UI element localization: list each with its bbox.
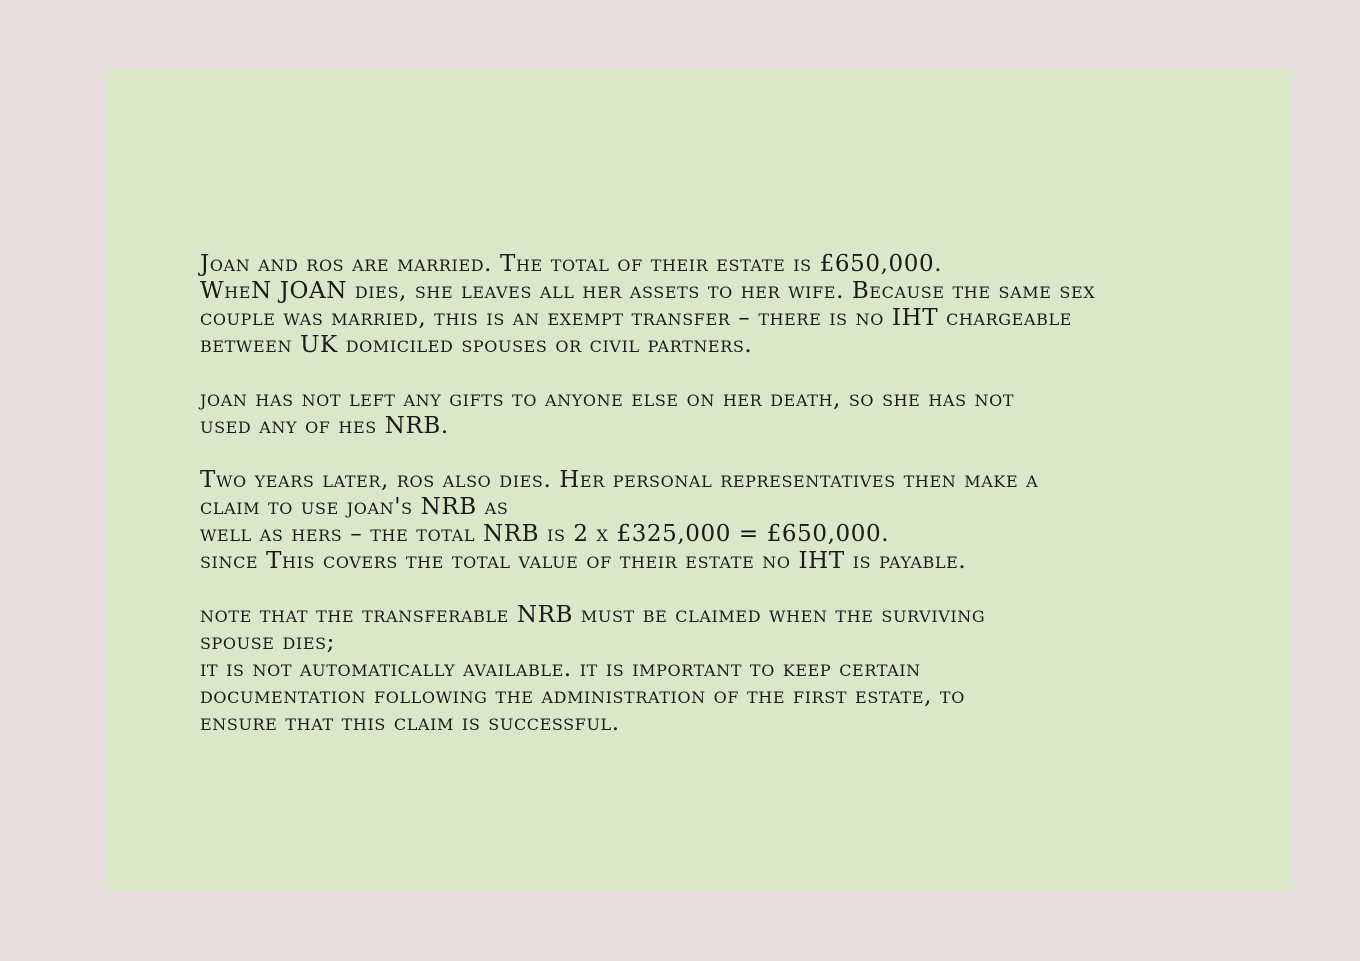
paragraph-second-death [200,467,1220,575]
text-line: Joan and ros are married. The total of their estate is £650,000. [200,251,943,277]
paragraph-no-gifts [200,386,1220,440]
paragraph-married-estate [200,251,1220,359]
text-line: between UK domiciled spouses or civil partners. [200,332,753,358]
text-line: claim to use joan's NRB as [200,494,509,520]
paragraph-claim-note [200,602,1220,737]
text-line: used any of hes NRB. [200,413,449,439]
text-line: Two years later, ros also dies. Her personal representatives then make a [200,467,1039,493]
text-line: since This covers the total value of their estate no IHT is payable. [200,548,967,574]
text-line: documentation following the administration of the first estate, to [200,683,965,709]
text-line: couple was married, this is an exempt transfer – there is no IHT chargeable [200,305,1072,331]
text-line: note that the transferable NRB must be claimed when the surviving [200,602,986,628]
text-line: joan has not left any gifts to anyone else on her death, so she has not [200,386,1015,412]
text-line: well as hers – the total NRB is 2 x £325,000 = £650,000. [200,521,890,547]
text-line: WheN JOAN dies, she leaves all her assets to her wife. Because the same sex [200,278,1096,304]
text-line: ensure that this claim is successful. [200,710,620,736]
document-text [200,251,1220,764]
text-line: it is not automatically available. it is important to keep certain [200,656,921,682]
text-line: spouse dies; [200,629,336,655]
